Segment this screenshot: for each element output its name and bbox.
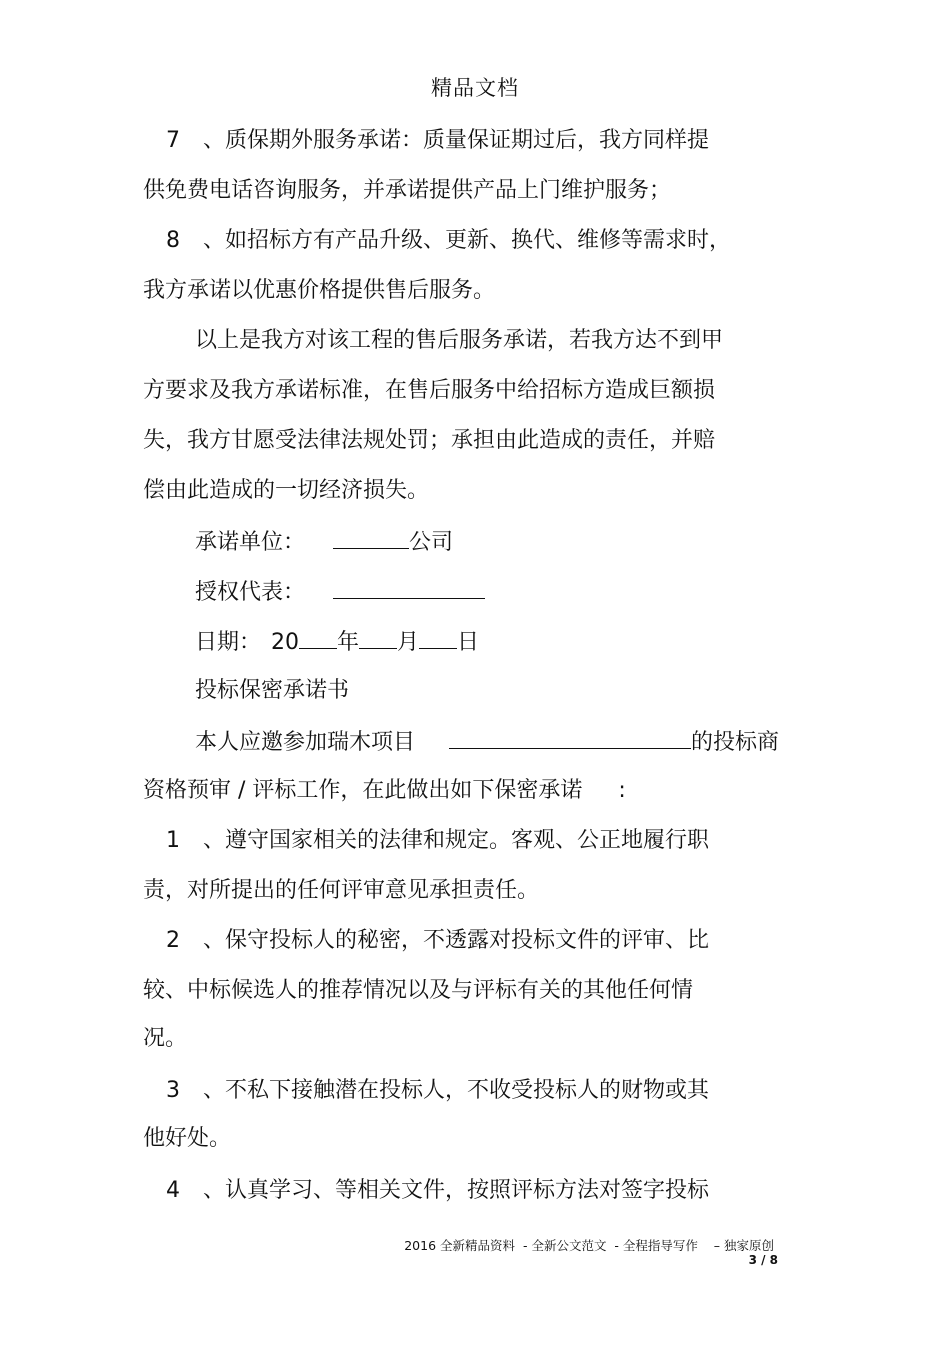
date-year: 年 xyxy=(337,630,360,655)
page-footer: 2016 全新精品资料 - 全新公文范文 - 全程指导写作 – 独家原创 xyxy=(404,1238,774,1253)
item-text: 、认真学习、等相关文件，按照评标方法对签字投标 xyxy=(203,1178,710,1203)
item-text: 、质保期外服务承诺：质量保证期过后，我方同样提 xyxy=(203,128,710,153)
page-header: 精品文档 xyxy=(431,76,519,100)
date-line xyxy=(195,626,479,658)
item-number: 4 xyxy=(166,1178,180,1203)
item-number: 3 xyxy=(166,1078,180,1103)
rep-label: 授权代表： xyxy=(195,580,306,605)
month-blank xyxy=(359,626,397,649)
p2-start: 本人应邀参加瑞木项目 xyxy=(195,730,416,755)
item-number: 8 xyxy=(166,228,180,253)
paragraph-line xyxy=(143,776,626,806)
paragraph-line: 方要求及我方承诺标准，在售后服务中给招标方造成巨额损 xyxy=(143,378,716,403)
paragraph-line xyxy=(143,126,709,156)
date-century: 20 xyxy=(271,630,300,655)
paragraph-line xyxy=(143,226,731,256)
unit-label: 承诺单位： xyxy=(195,530,306,555)
paragraph-line: 失，我方甘愿受法律法规处罚；承担由此造成的责任，并赔 xyxy=(143,428,716,453)
date-month: 月 xyxy=(397,630,420,655)
item-text: 、不私下接触潜在投标人，不收受投标人的财物或其 xyxy=(203,1078,710,1103)
rep-blank xyxy=(333,576,485,599)
project-blank xyxy=(449,726,691,749)
item-number: 2 xyxy=(166,928,180,953)
list-item xyxy=(143,926,709,956)
item-number: 7 xyxy=(166,128,180,153)
signature-unit-line xyxy=(195,526,453,558)
list-item xyxy=(143,1076,709,1106)
date-label: 日期： xyxy=(195,630,262,655)
paragraph-line: 以上是我方对该工程的售后服务承诺，若我方达不到甲 xyxy=(195,328,724,353)
p2-line2: 资格预审 / 评标工作，在此做出如下保密承诺 xyxy=(143,778,583,803)
section-title: 投标保密承诺书 xyxy=(195,678,350,703)
paragraph-line: 我方承诺以优惠价格提供售后服务。 xyxy=(143,278,496,303)
item-text: 、如招标方有产品升级、更新、换代、维修等需求时， xyxy=(203,228,732,253)
paragraph-line: 供免费电话咨询服务，并承诺提供产品上门维护服务； xyxy=(143,178,672,203)
date-day: 日 xyxy=(457,630,480,655)
day-blank xyxy=(419,626,457,649)
p2-end: 的投标商 xyxy=(691,730,780,755)
p2-colon: : xyxy=(618,778,626,803)
paragraph-line: 责，对所提出的任何评审意见承担责任。 xyxy=(143,878,540,903)
unit-blank xyxy=(333,526,409,549)
item-text: 、遵守国家相关的法律和规定。客观、公正地履行职 xyxy=(203,828,710,853)
paragraph-line xyxy=(195,726,779,758)
paragraph-line: 较、中标候选人的推荐情况以及与评标有关的其他任何情 xyxy=(143,978,694,1003)
list-item xyxy=(143,826,709,856)
year-blank xyxy=(299,626,337,649)
paragraph-line: 偿由此造成的一切经济损失。 xyxy=(143,478,430,503)
item-text: 、保守投标人的秘密，不透露对投标文件的评审、比 xyxy=(203,928,710,953)
paragraph-line: 他好处。 xyxy=(143,1126,232,1151)
signature-rep-line xyxy=(195,576,485,608)
item-number: 1 xyxy=(166,828,180,853)
page-number: 3 / 8 xyxy=(748,1253,778,1267)
paragraph-line: 况。 xyxy=(143,1026,188,1051)
list-item xyxy=(143,1176,709,1206)
unit-suffix: 公司 xyxy=(409,530,454,555)
